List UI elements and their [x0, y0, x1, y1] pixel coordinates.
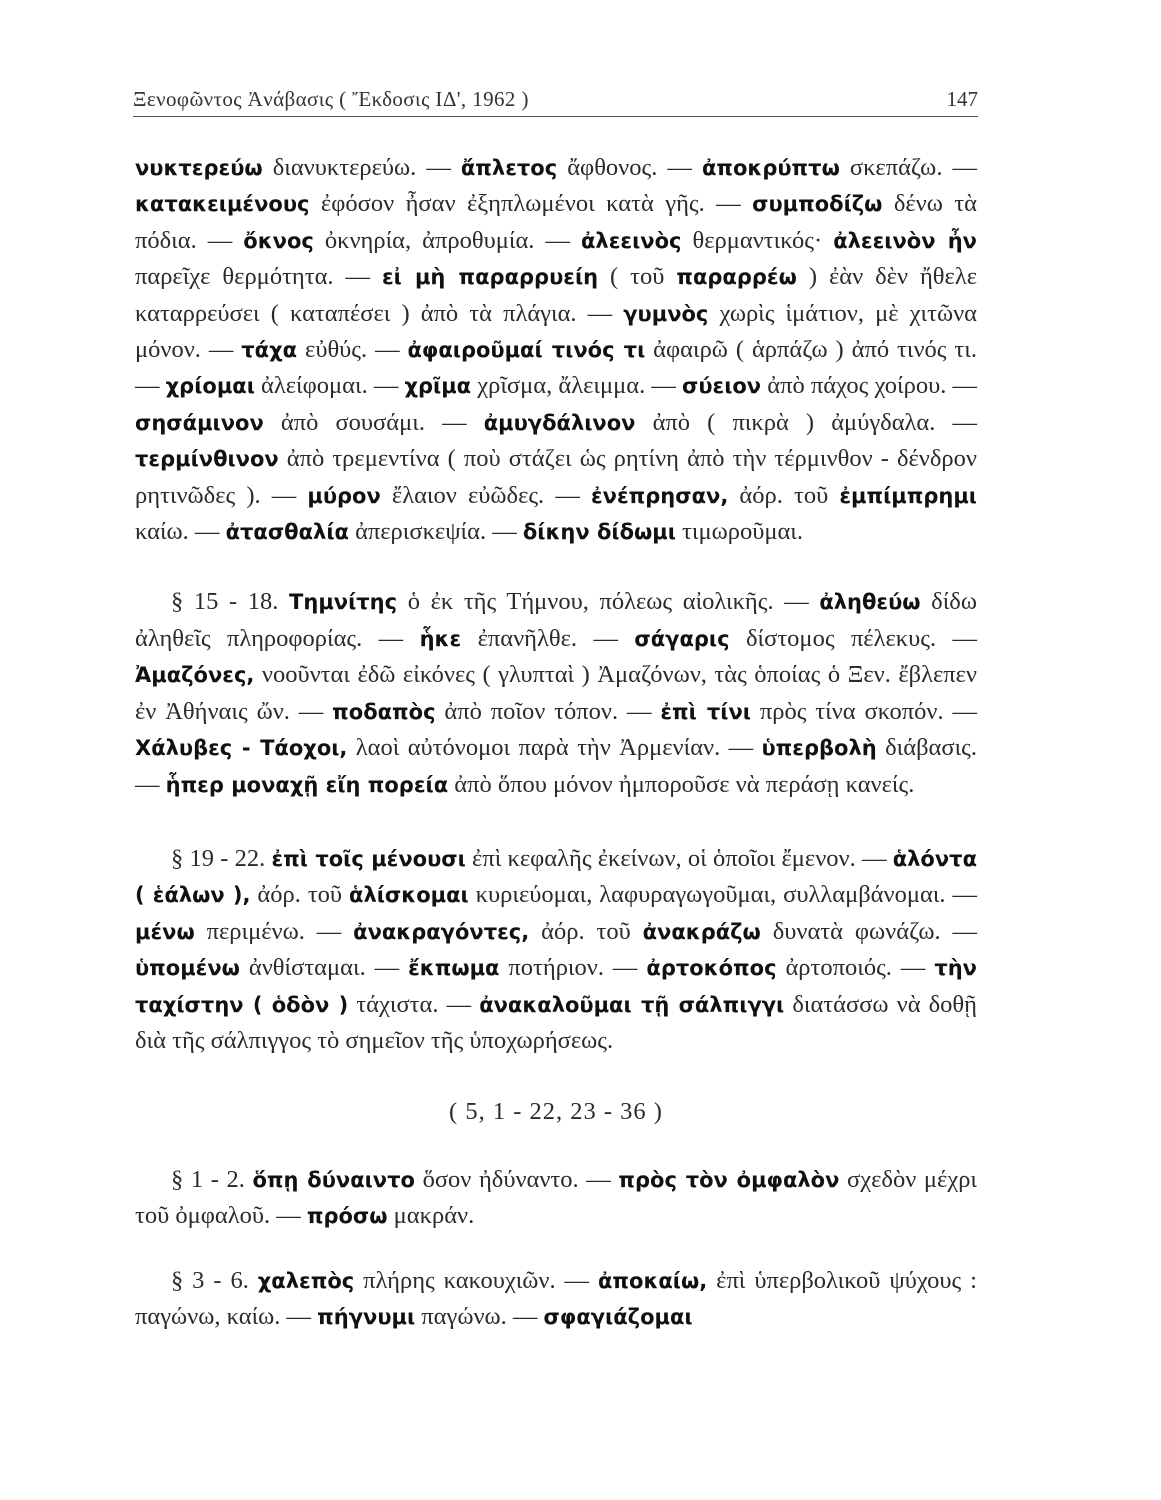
gloss-text: κυριεύομαι, λαφυραγωγοῦμαι, συλλαμβάνομαι. —	[468, 881, 978, 909]
gloss-text: ) ἐὰν δὲν ἤθελε καταρρεύσει ( καταπέσει ) ἀπὸ τὰ πλάγια. —	[135, 263, 977, 327]
lemma-term: συμποδίζω	[752, 192, 883, 217]
lemma-term: Ἀμαζόνες,	[135, 663, 255, 688]
chapter-reference-heading	[135, 1094, 977, 1129]
lemma-term: Τημνίτης	[289, 590, 398, 615]
gloss-text: χρῖσμα, ἄλειμμα. —	[471, 372, 682, 400]
gloss-text: λαοὶ αὐτόνομοι παρὰ τὴν Ἀρμενίαν. —	[347, 734, 762, 762]
lemma-term: ὑπερβολὴ	[761, 736, 877, 761]
gloss-text: σκεπάζω. —	[839, 154, 977, 181]
lemma-term: Χάλυβες - Τάοχοι,	[135, 736, 348, 761]
gloss-text: ἀπὸ ποῖον τόπον. —	[435, 697, 661, 725]
gloss-text: § 3 - 6.	[171, 1266, 258, 1294]
lemma-term: ἧπερ μοναχῇ εἴη πορεία	[165, 772, 449, 797]
gloss-text: ἀπὸ τρεμεντίνα ( ποὺ στάζει ὡς ρητίνη ἀπὸ τὴν τέρμινθον - δένδρον ρητινῶδες ). —	[135, 445, 977, 509]
lemma-term: ἀλεεινὸν ἦν	[833, 228, 977, 253]
lemma-term: γυμνὸς	[623, 301, 709, 326]
gloss-text: μακράν.	[387, 1202, 475, 1230]
lemma-term: εἰ μὴ παραρρυείη	[381, 265, 599, 290]
lemma-term: ἀποκαίω,	[597, 1268, 708, 1293]
gloss-text: περιμένω. —	[194, 917, 354, 945]
lemma-term: ποδαπὸς	[332, 699, 436, 724]
lemma-term: σφαγιάζομαι	[543, 1304, 693, 1329]
lemma-term: σάγαρις	[634, 626, 730, 651]
gloss-text: δίδω ἀληθεῖς πληροφορίας. —	[135, 588, 977, 652]
gloss-text: πρὸς τίνα σκοπόν. —	[750, 697, 977, 725]
gloss-text: ἀρτοποιός. —	[776, 954, 935, 982]
lemma-term: ὑπομένω	[135, 956, 240, 981]
paragraph-section-19-22	[135, 841, 977, 1058]
gloss-text: παρεῖχε θερμότητα. —	[135, 263, 382, 291]
gloss-text: διανυκτερεύω. —	[262, 154, 461, 181]
lemma-term: ἧκε	[419, 626, 462, 651]
gloss-text: παγώνω. —	[415, 1302, 544, 1330]
gloss-text: ἐπὶ ὑπερβολικοῦ ψύχους : παγώνω, καίω. —	[135, 1266, 977, 1330]
lemma-term: πρόσω	[306, 1204, 388, 1229]
lemma-term: ἐπὶ τίνι	[660, 699, 751, 724]
lemma-term: χρίομαι	[165, 374, 255, 399]
lemma-term: σησάμινον	[135, 410, 264, 435]
gloss-text: § 1 - 2.	[171, 1165, 253, 1193]
gloss-text: ἀπερισκεψία. —	[348, 518, 523, 546]
gloss-text: § 15 - 18.	[171, 588, 290, 616]
gloss-text: ἀπὸ πάχος χοίρου. —	[761, 372, 977, 400]
paragraph-section-15-18	[135, 584, 977, 802]
lemma-term: πρὸς τὸν ὀμφαλὸν	[618, 1167, 840, 1192]
lemma-term: ἀμυγδάλινον	[483, 410, 636, 435]
lemma-term: κατακειμένους	[135, 192, 310, 217]
gloss-text: ἀπὸ ὅπου μόνον ἠμποροῦσε νὰ περάσῃ κανείς.	[448, 770, 915, 798]
gloss-text: ἐπὶ κεφαλῆς ἐκείνων, οἱ ὁποῖοι ἔμενον. —	[465, 844, 893, 872]
gloss-text: § 19 - 22.	[171, 844, 272, 872]
running-header	[133, 85, 978, 115]
gloss-text: ἐφόσον ἦσαν ἐξηπλωμένοι κατὰ γῆς. —	[309, 190, 753, 218]
gloss-text: ὅσον ἠδύναντο. —	[414, 1165, 619, 1193]
gloss-text: νοοῦνται ἐδῶ εἰκόνες ( γλυπταὶ ) Ἀμαζόνων, τὰς ὁποίας ὁ Ξεν. ἔβλεπεν ἐν Ἀθήναις ὤν. —	[135, 661, 977, 725]
gloss-text: ἀόρ. τοῦ	[529, 917, 643, 945]
paragraph-vocabulary	[135, 150, 977, 550]
gloss-text: διατάσσω νὰ δοθῇ διὰ τῆς σάλπιγγος τὸ σημεῖον τῆς ὑποχωρήσεως.	[135, 990, 977, 1054]
lemma-term: ἀποκρύπτω	[701, 156, 840, 180]
gloss-text: ἀνθίσταμαι. —	[239, 954, 409, 982]
gloss-text: ἀφαιρῶ ( ἁρπάζω ) ἀπό τινός τι. —	[135, 336, 977, 400]
gloss-text: ὁ ἐκ τῆς Τήμνου, πόλεως αἰολικῆς. —	[397, 588, 820, 616]
gloss-text: ( 5, 1 - 22, 23 - 36 )	[449, 1098, 663, 1126]
gloss-text: τιμωροῦμαι.	[675, 518, 804, 546]
running-title: Ξενοφῶντος Ἀνάβασις ( Ἔκδοσις ΙΔ', 1962 )	[133, 87, 529, 111]
lemma-term: ἔκπωμα	[408, 956, 500, 981]
gloss-text: ἀόρ. τοῦ	[728, 481, 840, 509]
gloss-text: ποτήριον. —	[499, 954, 647, 982]
gloss-text: εὐθύς. —	[297, 336, 408, 364]
paragraph-section-1-2	[135, 1162, 977, 1235]
lemma-term: ἀρτοκόπος	[646, 956, 777, 981]
lemma-term: ἁλίσκομαι	[349, 883, 469, 908]
lemma-term: νυκτερεύω	[135, 156, 263, 180]
lemma-term: πήγνυμι	[317, 1304, 416, 1329]
gloss-text: καίω. —	[135, 518, 226, 546]
lemma-term: τερμίνθινον	[135, 447, 279, 472]
lemma-term: χαλεπὸς	[257, 1268, 355, 1293]
gloss-text: ἔλαιον εὐῶδες. —	[380, 481, 591, 509]
page-number: 147	[946, 87, 978, 111]
gloss-text: ὀκνηρία, ἀπροθυμία. —	[313, 226, 581, 254]
gloss-text: ἄφθονος. —	[557, 154, 702, 181]
lemma-term: ἐνέπρησαν,	[590, 483, 729, 508]
paragraph-section-3-6	[135, 1263, 977, 1336]
lemma-term: ἀνακράζω	[642, 919, 761, 944]
lemma-term: ὅπῃ δύναιντο	[252, 1167, 415, 1192]
lemma-term: ἀνακαλοῦμαι τῇ σάλπιγγι	[479, 992, 785, 1017]
lemma-term: δίκην δίδωμι	[522, 520, 676, 545]
lemma-term: παραρρέω	[676, 265, 797, 290]
page-body	[135, 150, 977, 1335]
gloss-text: ἀπὸ ( πικρὰ ) ἀμύγδαλα. —	[635, 408, 977, 436]
gloss-text: διάβασις. —	[135, 734, 977, 798]
gloss-text: ἐπανῆλθε. —	[461, 624, 635, 652]
gloss-text: θερμαντικός·	[681, 226, 834, 254]
lemma-term: ἀφαιροῦμαί τινός τι	[407, 338, 646, 363]
gloss-text: πλήρης κακουχιῶν. —	[354, 1266, 598, 1294]
lemma-term: ἀληθεύω	[819, 590, 921, 615]
lemma-term: μύρον	[307, 483, 381, 508]
lemma-term: ὄκνος	[243, 228, 314, 253]
lemma-term: σύειον	[681, 374, 762, 399]
gloss-text: σχεδὸν μέχρι τοῦ ὀμφαλοῦ. —	[135, 1165, 978, 1230]
gloss-text: ( τοῦ	[598, 263, 677, 291]
gloss-text: δυνατὰ φωνάζω. —	[760, 917, 977, 945]
gloss-text: ἀπὸ σουσάμι. —	[263, 408, 484, 436]
header-rule	[133, 116, 978, 117]
gloss-text: δίστομος πέλεκυς. —	[729, 624, 977, 652]
lemma-term: ἀνακραγόντες,	[353, 919, 530, 944]
lemma-term: ἀτασθαλία	[225, 520, 349, 545]
lemma-term: ἁλόντα ( ἑάλων ),	[135, 846, 977, 908]
gloss-text: χωρὶς ἱμάτιον, μὲ χιτῶνα μόνον. —	[135, 299, 977, 364]
lemma-term: ἀλεεινὸς	[580, 228, 682, 253]
gloss-text: ἀόρ. τοῦ	[250, 881, 350, 909]
lemma-term: τάχα	[241, 338, 298, 363]
lemma-term: τὴν ταχίστην ( ὁδὸν )	[135, 956, 977, 1017]
gloss-text: τάχιστα. —	[348, 990, 480, 1018]
lemma-term: ἄπλετος	[460, 156, 558, 180]
gloss-text: δένω τὰ πόδια. —	[135, 190, 978, 254]
lemma-term: μένω	[135, 919, 195, 944]
lemma-term: χρῖμα	[404, 374, 472, 399]
lemma-term: ἐμπίμπρημι	[839, 483, 977, 508]
lemma-term: ἐπὶ τοῖς μένουσι	[271, 846, 466, 871]
gloss-text: ἀλείφομαι. —	[254, 372, 405, 400]
